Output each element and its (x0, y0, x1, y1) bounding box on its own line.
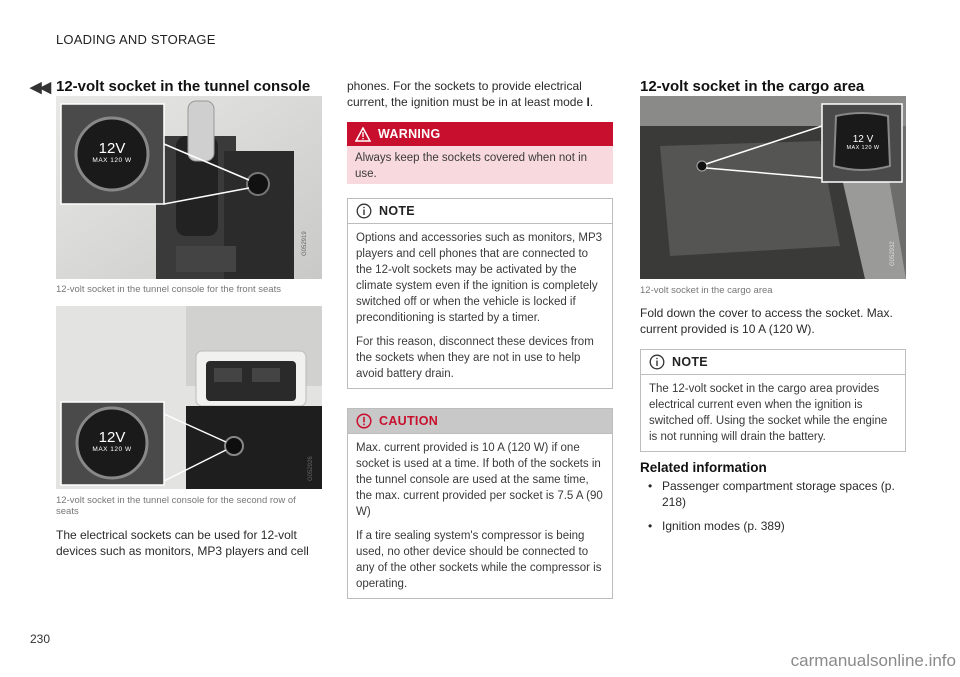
caution-paragraph: If a tire sealing system's compressor is being used, no other device should be connected to any of the other sockets while the compressor is operating. (356, 530, 602, 590)
note-paragraph: Options and accessories such as monitors, MP3 players and cell phones that are connected to the 12-volt sockets may be activated by the climate system even if the ignition is completely switched off or when the vehicle is locked if preconditioning is started by a timer. (356, 232, 603, 324)
paragraph-ignition: phones. For the sockets to provide electrical current, the ignition must be in at least mode I. (347, 79, 594, 109)
badge-max: MAX 120 W (92, 157, 132, 164)
badge-12v: 12V (98, 429, 126, 446)
caution-icon (356, 413, 372, 429)
caution-title: CAUTION (379, 414, 439, 428)
paragraph-devices: The electrical sockets can be used for 12-volt devices such as monitors, MP3 players and cell (56, 528, 309, 558)
note-text: The 12-volt socket in the cargo area provides electrical current even when the ignition is switched off. Using the socket while the engine is not running will drain the battery. (649, 383, 888, 443)
related-link[interactable]: • Ignition modes (p. 389) (648, 519, 785, 533)
badge-12v: 12 V (852, 134, 874, 145)
back-nav-icon[interactable]: ◀◀ (30, 79, 50, 96)
warning-icon (355, 126, 371, 142)
photo-rear-socket (56, 306, 322, 489)
warning-title: WARNING (378, 127, 441, 141)
info-icon (356, 203, 372, 219)
badge-12v: 12V (98, 140, 126, 157)
related-info-heading: Related information (640, 460, 767, 475)
caption-front-socket: 12-volt socket in the tunnel console for the front seats (56, 284, 281, 295)
photo-cargo-socket (640, 96, 906, 279)
photo-front-socket (56, 96, 322, 279)
note-title: NOTE (379, 204, 415, 218)
heading-tunnel-console: 12-volt socket in the tunnel console (56, 78, 311, 95)
related-info-list (640, 478, 910, 542)
image-code: G052919 (302, 231, 308, 256)
page-number: 230 (30, 632, 51, 646)
note-title: NOTE (672, 355, 708, 369)
caution-box (347, 408, 613, 599)
warning-text: Always keep the sockets covered when not in use. (347, 146, 613, 184)
related-link[interactable]: • Passenger compartment storage spaces (p. 218) (648, 479, 895, 509)
caption-rear-socket: 12-volt socket in the tunnel console for the second row of seats (56, 495, 296, 517)
badge-max: MAX 120 W (846, 145, 880, 151)
note-box (640, 349, 906, 452)
heading-cargo-area: 12-volt socket in the cargo area (640, 78, 865, 95)
badge-max: MAX 120 W (92, 446, 132, 453)
section-title: LOADING AND STORAGE (56, 32, 216, 47)
note-box (347, 198, 613, 389)
paragraph-cargo: Fold down the cover to access the socket. Max. current provided is 10 A (120 W). (640, 306, 893, 336)
info-icon (649, 354, 665, 370)
warning-box (347, 122, 613, 184)
image-code: G052926 (308, 456, 314, 481)
caution-paragraph: Max. current provided is 10 A (120 W) if one socket is used at a time. If both of the sockets in the tunnel console are used at the same time, the max. current provided per socket is 7.5 A (90 W) (356, 442, 603, 518)
footer-watermark[interactable]: carmanualsonline.info (790, 651, 956, 670)
image-code: G052932 (890, 241, 896, 266)
note-paragraph: For this reason, disconnect these devices from the sockets when they are not in use to help avoid battery drain. (356, 336, 594, 380)
caption-cargo-socket: 12-volt socket in the cargo area (640, 285, 773, 296)
